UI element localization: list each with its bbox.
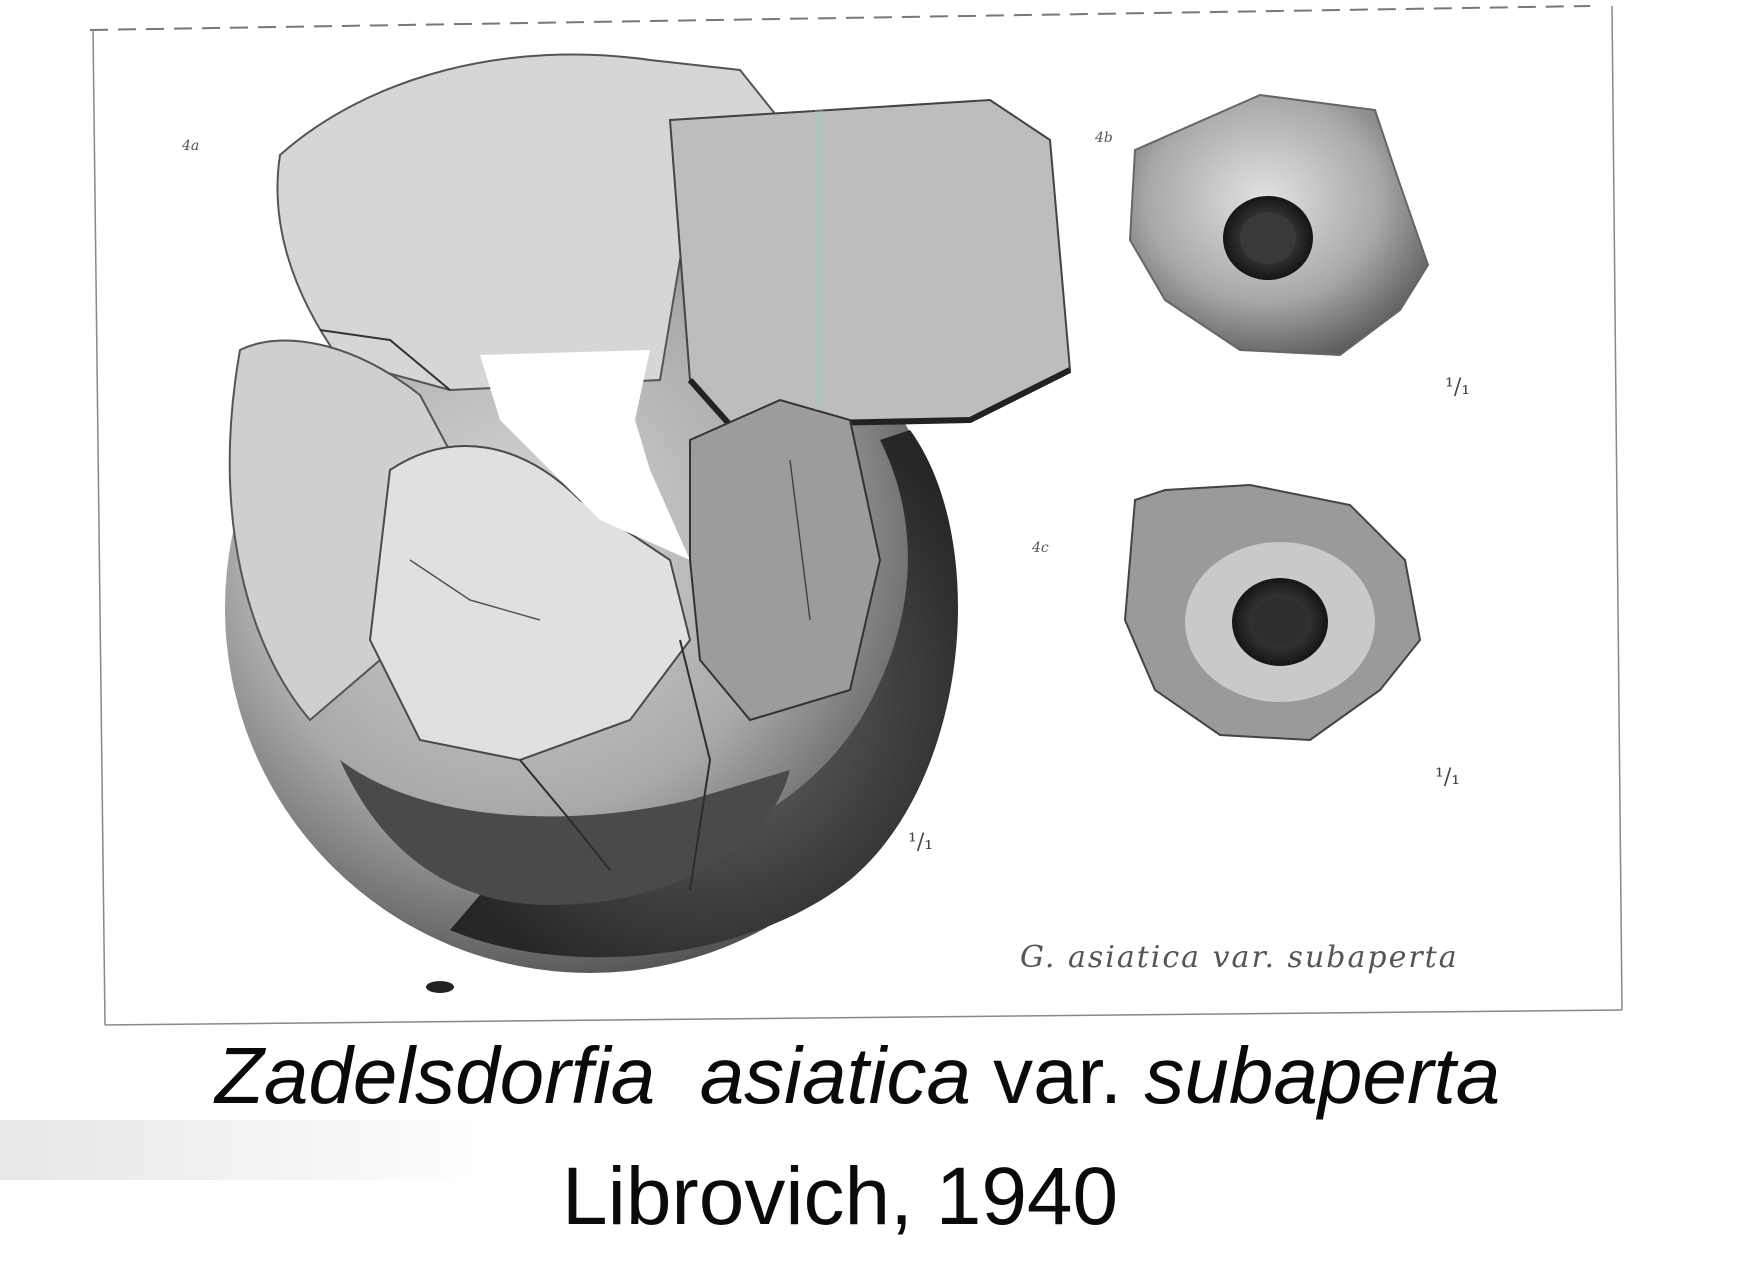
specimen-4b	[1130, 95, 1428, 355]
genus-name: Zadelsdorfia	[215, 1031, 656, 1120]
plate-border-right	[1612, 6, 1622, 1010]
plate-illustration	[90, 0, 1625, 1028]
plate-border-left	[93, 30, 105, 1025]
specimen-4c	[1125, 485, 1420, 740]
rank-label: var.	[993, 1031, 1123, 1120]
plate-border-top	[90, 6, 1590, 30]
figure-label-4a: 4a	[182, 138, 200, 154]
plate-border-bottom	[105, 1010, 1622, 1025]
authority-caption: Librovich, 1940	[562, 1151, 1119, 1242]
plate-caption: G. asiatica var. subaperta	[1020, 940, 1459, 975]
scale-label-4b: ¹/₁	[1445, 375, 1471, 400]
scale-label-4c: ¹/₁	[1435, 765, 1461, 790]
species-name: asiatica	[699, 1031, 971, 1120]
variety-name: subaperta	[1144, 1031, 1501, 1120]
species-caption	[215, 1030, 1500, 1122]
scale-label-4a: ¹/₁	[908, 830, 934, 855]
fossil-plate	[90, 0, 1625, 1028]
figure-label-4c: 4c	[1032, 540, 1049, 556]
specimen-4a	[225, 54, 1070, 993]
scan-shadow	[0, 1120, 480, 1180]
figure-label-4b: 4b	[1095, 130, 1113, 146]
